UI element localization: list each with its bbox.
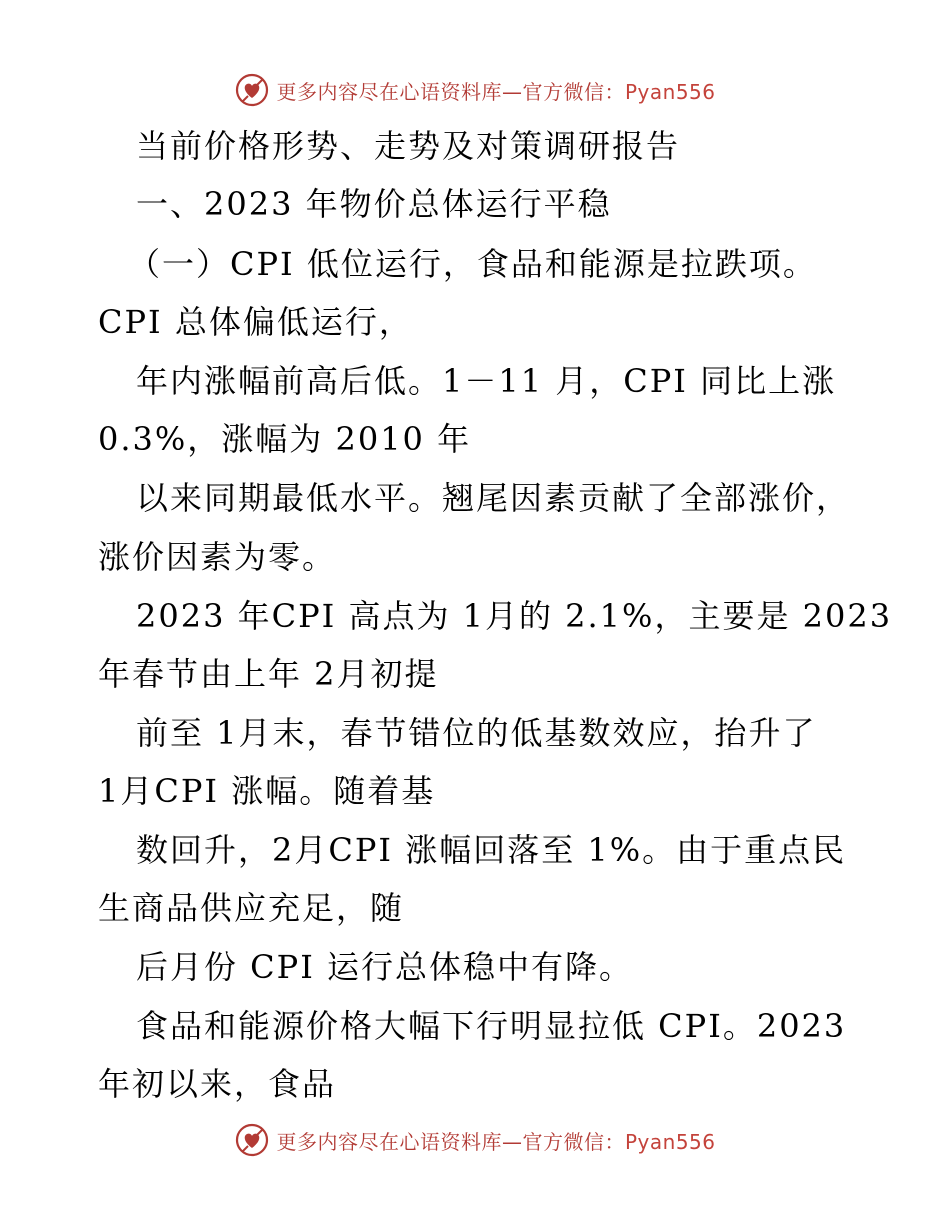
watermark-footer (0, 1120, 950, 1160)
paragraph-line: 年初以来，食品 (98, 1065, 337, 1103)
subsection-heading: （一）CPI 低位运行，食品和能源是拉跌项。 (128, 245, 817, 283)
paragraph-line: 2023 年CPI 高点为 1月的 2.1%，主要是 2023 (136, 597, 893, 635)
paragraph-line: 后月份 CPI 运行总体稳中有降。 (136, 948, 634, 986)
paragraph-line: 0.3%，涨幅为 2010 年 (98, 420, 472, 458)
paragraph-line: 年内涨幅前高后低。1－11 月，CPI 同比上涨 (136, 362, 837, 400)
paragraph-line: 生商品供应充足，随 (98, 889, 405, 927)
paragraph-line: 年春节由上年 2月初提 (98, 655, 439, 693)
paragraph-line: 涨价因素为零。 (98, 538, 337, 576)
paragraph-line: 食品和能源价格大幅下行明显拉低 CPI。2023 (136, 1007, 847, 1045)
paragraph-line: 数回升，2月CPI 涨幅回落至 1%。由于重点民 (136, 831, 847, 869)
watermark-text: 更多内容尽在心语资料库—官方微信：Pyan556 (276, 1129, 716, 1154)
paragraph-line: 以来同期最低水平。翘尾因素贡献了全部涨价， (136, 479, 851, 517)
heart-book-logo (234, 1122, 270, 1158)
watermark-header (0, 70, 950, 110)
paragraph-line: 前至 1月末，春节错位的低基数效应，抬升了 (136, 714, 817, 752)
section-heading: 一、2023 年物价总体运行平稳 (136, 185, 612, 223)
watermark-text: 更多内容尽在心语资料库—官方微信：Pyan556 (276, 79, 716, 104)
document-title: 当前价格形势、走势及对策调研报告 (136, 127, 681, 165)
paragraph-line: 1月CPI 涨幅。随着基 (98, 772, 436, 810)
heart-book-logo (234, 72, 270, 108)
paragraph-line: CPI 总体偏低运行， (98, 303, 413, 341)
